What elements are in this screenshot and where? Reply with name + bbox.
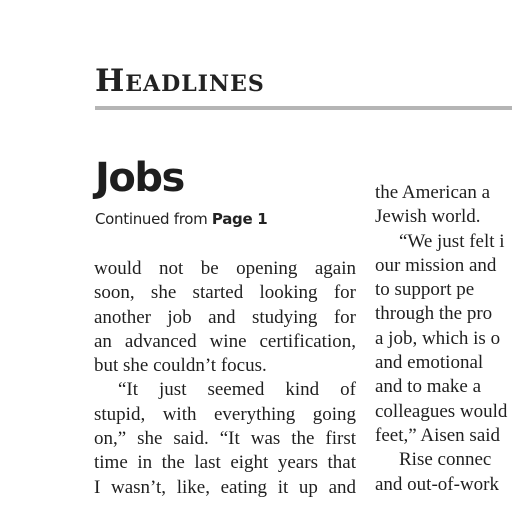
continued-from-line	[95, 212, 267, 227]
left-column	[94, 257, 356, 500]
continued-prefix: Continued from	[95, 210, 208, 228]
text-line: an advanced wine certification,	[94, 330, 356, 352]
text-line: to support pe	[375, 279, 475, 301]
text-line: time in the last eight years that	[94, 452, 356, 474]
text-line: “It just seemed kind of	[118, 379, 356, 401]
text-line: on,” she said. “It was the first	[94, 428, 356, 450]
text-line: I wasn’t, like, eating it up and	[94, 476, 356, 498]
text-line: and out-of-work	[375, 473, 499, 495]
text-line: “We just felt i	[399, 230, 505, 252]
text-line: our mission and	[375, 254, 497, 276]
continued-page-link[interactable]: Page 1	[211, 210, 268, 228]
text-line: feet,” Aisen said	[375, 424, 501, 446]
text-line: stupid, with everything going	[94, 403, 356, 425]
text-line: would not be opening again	[94, 258, 356, 279]
text-line: Rise connec	[399, 449, 492, 471]
text-line: through the pro	[375, 303, 493, 325]
text-line: but she couldn’t focus.	[94, 355, 267, 377]
text-line: Jewish world.	[375, 206, 481, 228]
text-line: colleagues would	[375, 400, 508, 422]
section-divider	[95, 106, 512, 110]
section-heading: Headlines	[95, 63, 265, 99]
text-line: the American a	[375, 182, 491, 203]
text-line: and to make a	[375, 376, 482, 398]
right-column	[375, 181, 512, 497]
text-line: and emotional	[375, 352, 484, 374]
text-line: another job and studying for	[94, 306, 356, 328]
text-line: a job, which is o	[375, 327, 501, 349]
article-title: Jobs	[95, 155, 184, 201]
text-line: soon, she started looking for	[94, 282, 356, 304]
